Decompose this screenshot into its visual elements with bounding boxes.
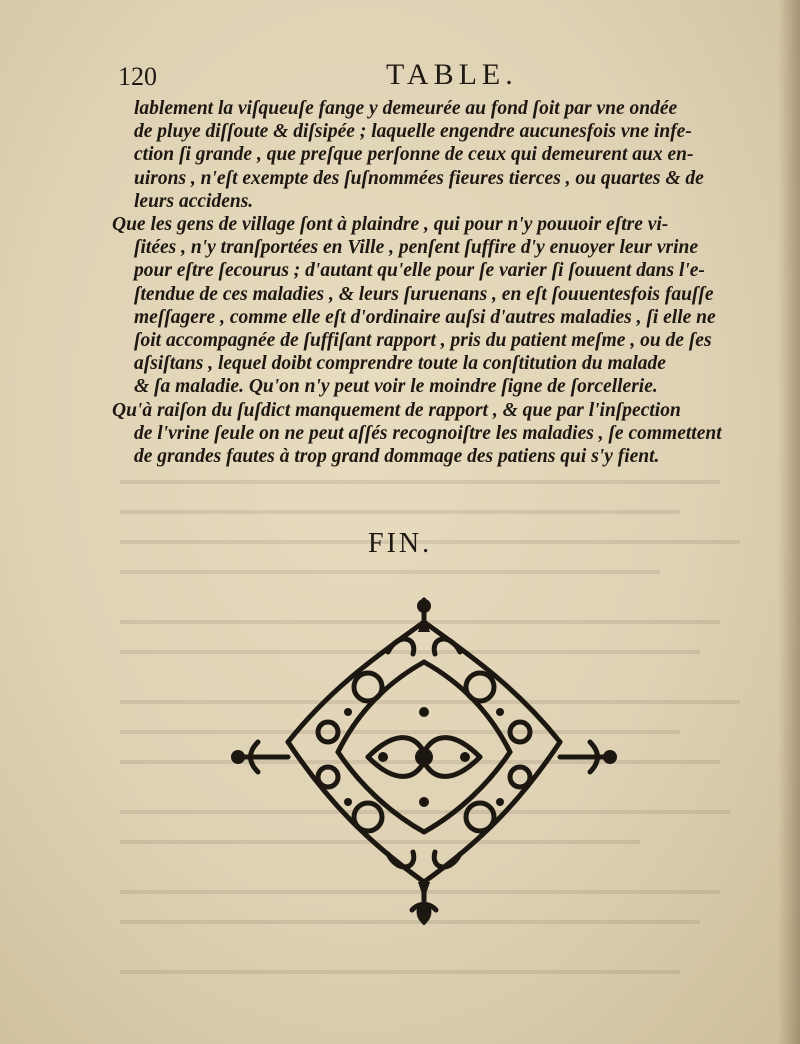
- text-line: ſitées , n'y tranſportées en Ville , penſent ſuffire d'y enuoyer leur vrine: [134, 237, 699, 259]
- text-line: ſtendue de ces maladies , & leurs ſuruenans , en eſt ſouuentesfois fauſſe: [134, 283, 714, 305]
- text-line: & ſa maladie. Qu'on n'y peut voir le moindre ſigne de ſorcellerie.: [134, 376, 658, 398]
- text-line: aſsiſtans , lequel doibt comprendre toute la conſtitution du malade: [134, 353, 666, 375]
- fin-label: FIN.: [368, 528, 433, 559]
- text-line: de pluye diſſoute & diſsipée ; laquelle engendre aucunesfois vne infe-: [134, 121, 692, 143]
- text-line: leurs accidens.: [134, 190, 254, 212]
- page-edge-shadow: [778, 0, 800, 1044]
- text-line: de l'vrine ſeule on ne peut aſſés recognoiſtre les maladies , ſe commettent: [134, 422, 722, 444]
- text-line: meſſagere , comme elle eſt d'ordinaire auſsi d'autres maladies , ſi elle ne: [134, 306, 716, 328]
- page-header: [118, 58, 758, 98]
- page-number: 120: [118, 62, 157, 91]
- text-line: uirons , n'eſt exempte des ſuſnommées fieures tierces , ou quartes & de: [134, 167, 704, 189]
- paragraph-entry-village: [112, 213, 764, 399]
- paragraph-continuation: [112, 97, 764, 213]
- text-line: lablement la viſqueuſe fange y demeurée au fond ſoit par vne ondée: [134, 98, 678, 119]
- fleuron-ornament-icon: [218, 592, 630, 942]
- text-line: ction ſi grande , que preſque perſonne de ceux qui demeurent aux en-: [134, 144, 694, 166]
- text-line: Que les gens de village ſont à plaindre , qui pour n'y pouuoir eſtre vi-: [112, 214, 669, 236]
- text-line: de grandes fautes à trop grand dommage des patiens qui s'y fient.: [134, 446, 660, 468]
- body-text: [112, 97, 764, 468]
- running-title: TABLE.: [386, 58, 518, 91]
- paragraph-entry-rapport: [112, 399, 764, 469]
- text-line: pour eſtre ſecourus ; d'autant qu'elle pour ſe varier ſi ſouuent dans l'e-: [134, 260, 705, 282]
- text-line: ſoit accompagnée de ſuffiſant rapport , pris du patient meſme , ou de ſes: [134, 330, 712, 352]
- text-line: Qu'à raiſon du ſuſdict manquement de rapport , & que par l'inſpection: [112, 399, 681, 421]
